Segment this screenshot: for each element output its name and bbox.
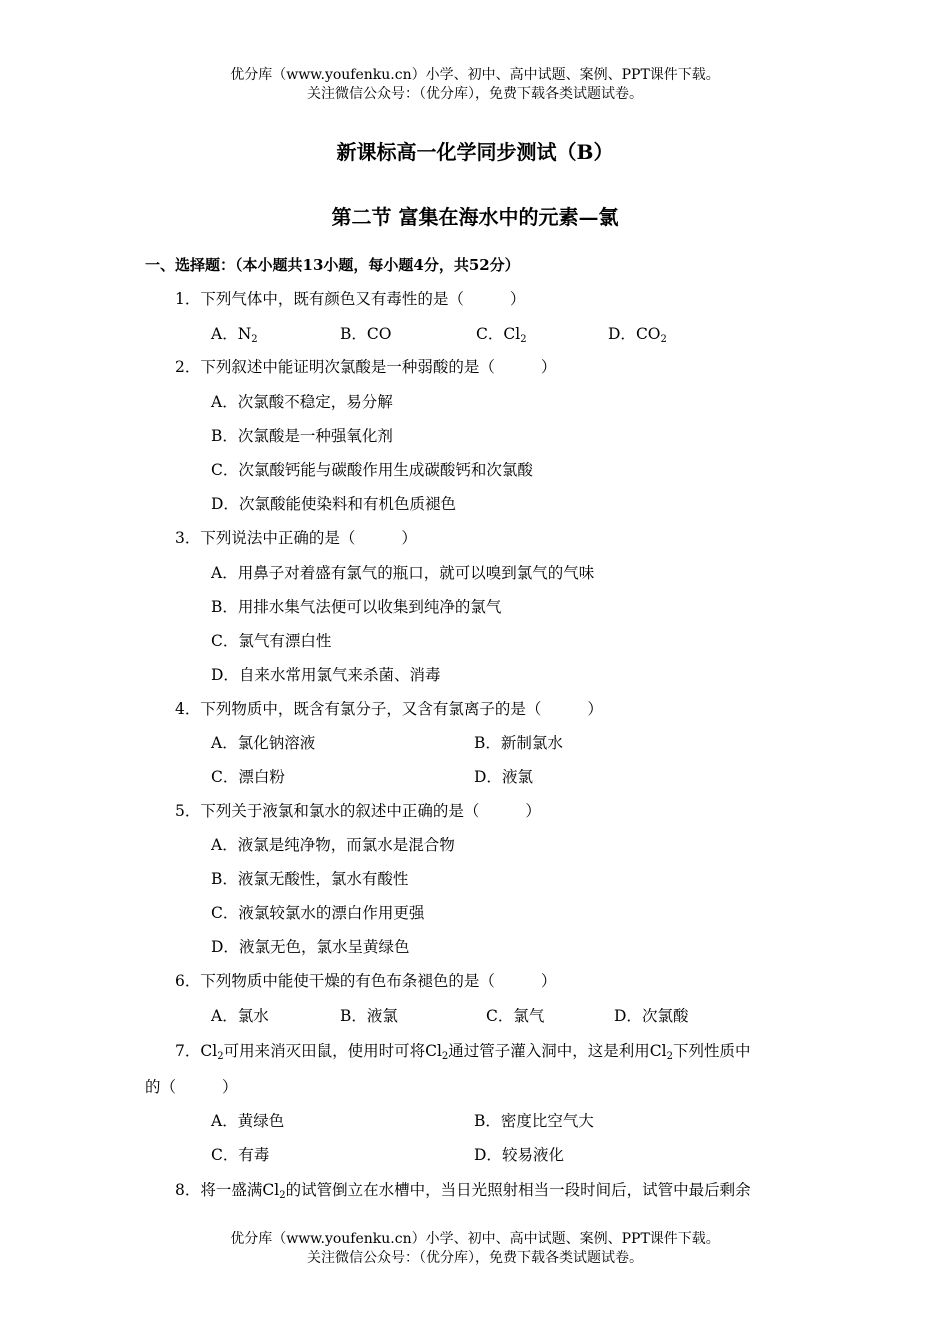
- q7-option-b: B．密度比空气大: [474, 1112, 594, 1130]
- q7-option-d: D．较易液化: [474, 1146, 564, 1164]
- q1-option-a: A．$N_2$: [211, 325, 258, 345]
- q3-option-a: A．用鼻子对着盛有氯气的瓶口，就可以嗅到氯气的气味: [211, 564, 595, 582]
- question-2: 2．下列叙述中能证明次氯酸是一种弱酸的是（ ）: [175, 358, 557, 376]
- q2-option-c: C．次氯酸钙能与碳酸作用生成碳酸钙和次氯酸: [211, 461, 533, 479]
- question-6: 6．下列物质中能使干燥的有色布条褪色的是（ ）: [175, 972, 557, 990]
- q4-option-b: B．新制氯水: [474, 734, 563, 752]
- page-footer: [0, 1230, 950, 1268]
- q5-option-a: A．液氯是纯净物，而氯水是混合物: [211, 836, 455, 854]
- q7-option-a: A．黄绿色: [211, 1112, 285, 1130]
- header-line-1: 优分库（www.youfenku.cn）小学、初中、高中试题、案例、PPT课件下载。: [230, 67, 720, 83]
- q6-option-d: D．次氯酸: [614, 1007, 689, 1025]
- header-line-2: 关注微信公众号：（优分库），免费下载各类试题试卷。: [307, 86, 643, 102]
- question-3: 3．下列说法中正确的是（ ）: [175, 529, 417, 547]
- q5-option-d: D．液氯无色，氯水呈黄绿色: [211, 938, 410, 956]
- q2-option-b: B．次氯酸是一种强氧化剂: [211, 427, 393, 445]
- q2-option-a: A．次氯酸不稳定，易分解: [211, 393, 393, 411]
- q4-option-a: A．氯化钠溶液: [211, 734, 316, 752]
- footer-line-2: 关注微信公众号：（优分库），免费下载各类试题试卷。: [307, 1250, 643, 1266]
- question-8: 8．将一盛满$Cl_2$的试管倒立在水槽中，当日光照射相当一段时间后，试管中最后剩余: [175, 1181, 751, 1201]
- q5-option-c: C．液氯较氯水的漂白作用更强: [211, 904, 425, 922]
- question-7: 7．$Cl_2$可用来消灭田鼠，使用时可将$Cl_2$通过管子灌入洞中，这是利用$Cl_2$下列性质中: [175, 1042, 751, 1062]
- q6-option-b: B．液氯: [340, 1007, 398, 1025]
- q2-option-d: D．次氯酸能使染料和有机色质褪色: [211, 495, 456, 513]
- page-header: [0, 66, 950, 104]
- question-5: 5．下列关于液氯和氯水的叙述中正确的是（ ）: [175, 802, 541, 820]
- q4-option-d: D．液氯: [474, 768, 533, 786]
- q6-option-c: C．氯气: [486, 1007, 545, 1025]
- q6-option-a: A．氯水: [211, 1007, 269, 1025]
- q4-option-c: C．漂白粉: [211, 768, 285, 786]
- q5-option-b: B．液氯无酸性，氯水有酸性: [211, 870, 409, 888]
- q1-option-b: B．CO: [340, 325, 392, 343]
- question-1: 1．下列气体中，既有颜色又有毒性的是（ ）: [175, 290, 526, 308]
- q3-option-d: D．自来水常用氯气来杀菌、消毒: [211, 666, 441, 684]
- q1-option-c: C．$Cl_2$: [476, 325, 527, 345]
- section-heading: 一、选择题：（本小题共13小题，每小题4分，共52分）: [145, 256, 520, 274]
- q7-option-c: C．有毒: [211, 1146, 270, 1164]
- footer-line-1: 优分库（www.youfenku.cn）小学、初中、高中试题、案例、PPT课件下载。: [230, 1231, 720, 1247]
- question-7-continued: 的（ ）: [145, 1078, 238, 1096]
- page-subtitle: 第二节 富集在海水中的元素—氯: [331, 205, 619, 229]
- page-title: 新课标高一化学同步测试（B）: [336, 140, 614, 164]
- q3-option-b: B．用排水集气法便可以收集到纯净的氯气: [211, 598, 502, 616]
- q3-option-c: C．氯气有漂白性: [211, 632, 332, 650]
- q1-option-d: D．$CO_2$: [608, 325, 667, 345]
- question-4: 4．下列物质中，既含有氯分子，又含有氯离子的是（ ）: [175, 700, 603, 718]
